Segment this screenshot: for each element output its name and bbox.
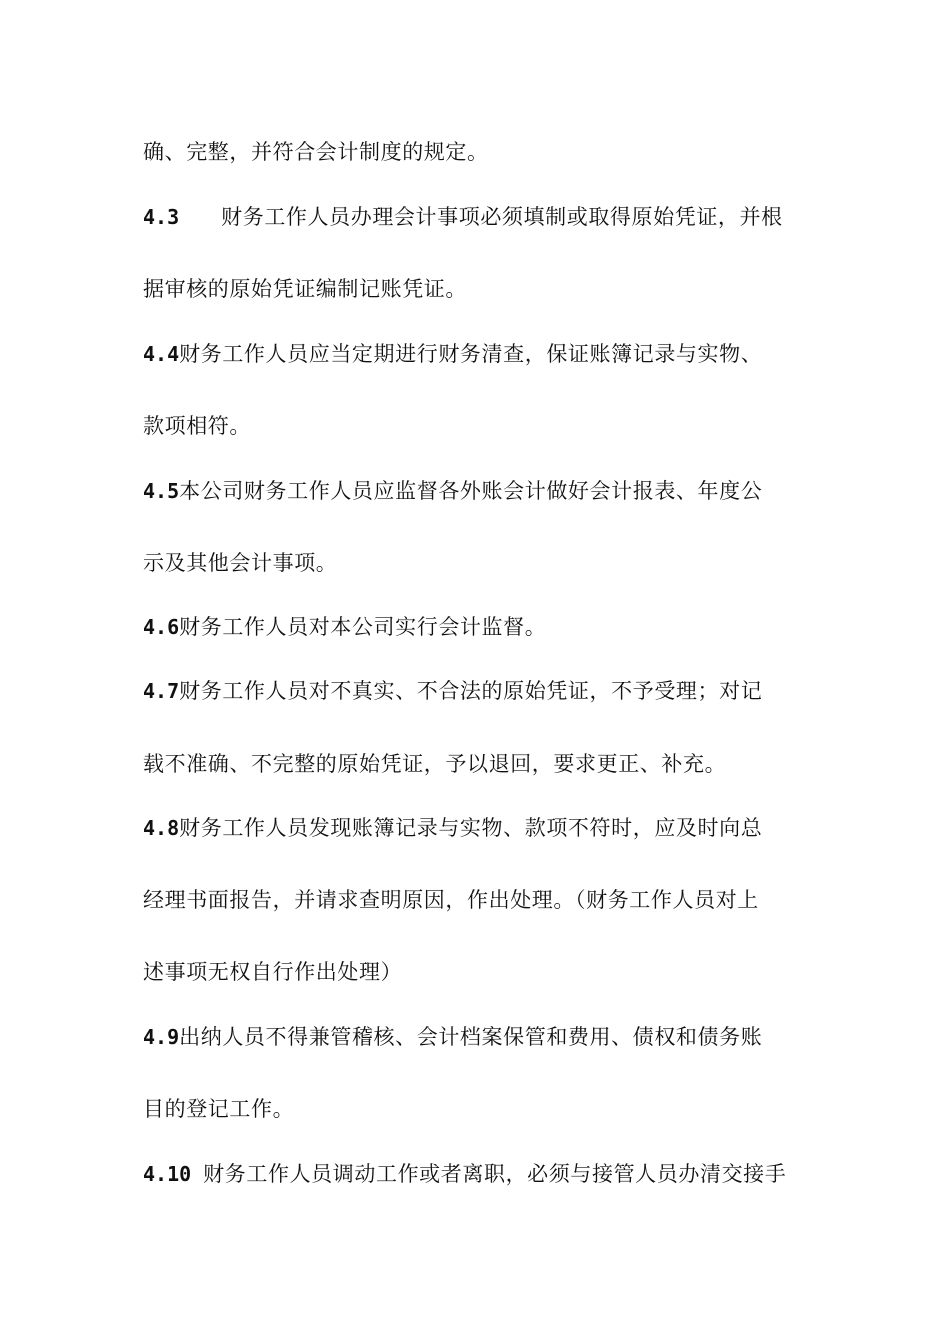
line-text: 经理书面报告，并请求查明原因，作出处理。（财务工作人员对上 [143,888,759,912]
clause-number: 4.3 [143,205,180,229]
line-text: 确、完整，并符合会计制度的规定。 [143,140,489,164]
clause-4-6 [143,612,813,642]
line-text: 目的登记工作。 [143,1097,295,1121]
clause-4-10 [143,1159,813,1189]
line-text: 财务工作人员发现账簿记录与实物、款项不符时，应及时向总 [179,816,763,840]
line-text: 财务工作人员对本公司实行会计监督。 [179,615,547,639]
paragraph-line [143,885,813,915]
clause-4-5 [143,476,813,506]
line-text: 述事项无权自行作出处理） [143,960,403,984]
clause-number: 4.8 [143,816,180,840]
clause-4-4 [143,339,813,369]
clause-4-8 [143,813,813,843]
clause-number: 4.5 [143,479,180,503]
clause-number: 4.9 [143,1025,180,1049]
line-text: 财务工作人员应当定期进行财务清查，保证账簿记录与实物、 [179,342,763,366]
line-text: 出纳人员不得兼管稽核、会计档案保管和费用、债权和债务账 [179,1025,763,1049]
line-text: 载不准确、不完整的原始凭证，予以退回，要求更正、补充。 [143,752,727,776]
clause-number: 4.10 [143,1162,192,1186]
line-text: 本公司财务工作人员应监督各外账会计做好会计报表、年度公 [179,479,763,503]
paragraph-line [143,749,813,779]
paragraph-line [143,957,813,987]
paragraph-line [143,411,813,441]
clause-4-3 [143,202,813,232]
line-text: 示及其他会计事项。 [143,551,338,575]
clause-number: 4.6 [143,615,180,639]
clause-number: 4.4 [143,342,180,366]
paragraph-line [143,1094,813,1124]
paragraph-line [143,548,813,578]
line-text: 财务工作人员办理会计事项必须填制或取得原始凭证，并根 [221,205,783,229]
paragraph-line [143,274,813,304]
clause-number: 4.7 [143,679,180,703]
clause-4-9 [143,1022,813,1052]
paragraph-line [143,137,813,167]
clause-4-7 [143,676,813,706]
line-text: 财务工作人员对不真实、不合法的原始凭证，不予受理；对记 [179,679,763,703]
line-text: 据审核的原始凭证编制记账凭证。 [143,277,467,301]
line-text: 款项相符。 [143,414,251,438]
line-text: 财务工作人员调动工作或者离职，必须与接管人员办清交接手 [203,1162,787,1186]
